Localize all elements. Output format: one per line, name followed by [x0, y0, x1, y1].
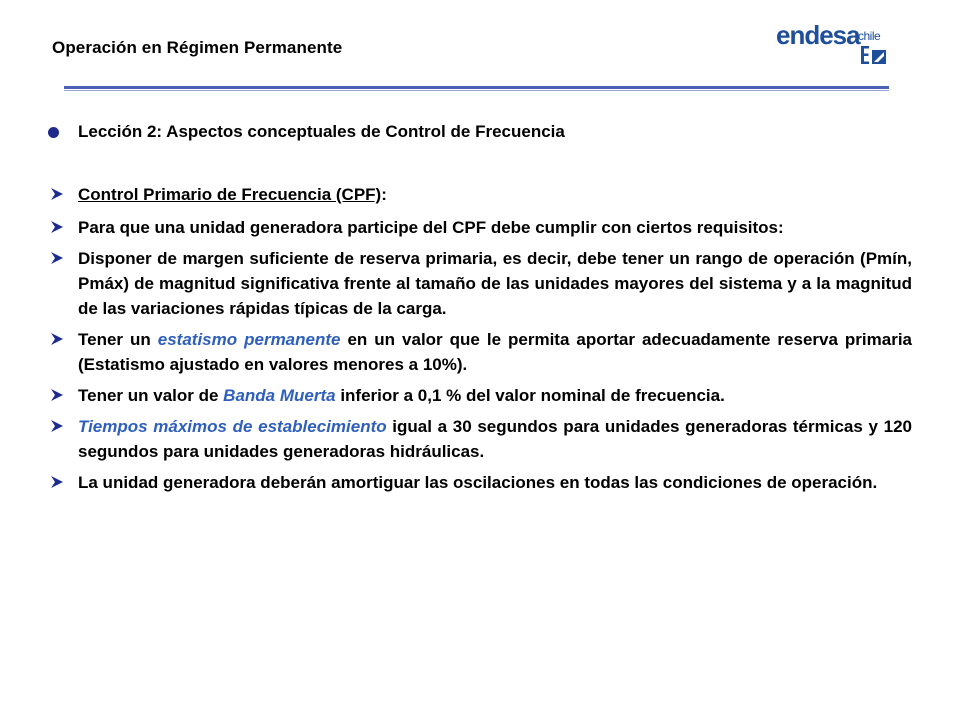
- list-item: [48, 383, 912, 408]
- arrow-bullet-icon: [50, 332, 64, 346]
- item-emphasis: Banda Muerta: [223, 386, 336, 405]
- item-text-pre: Tener un valor de: [78, 386, 224, 405]
- item-text: Disponer de margen suficiente de reserva primaria, es decir, debe tener un rango de operación (Pmín, Pmáx) de magnitud significativa frente al tamaño de las unidades mayores del sistema y a la magnitud de las variaciones rápidas típicas de la carga.: [78, 249, 912, 318]
- arrow-bullet-icon: [50, 220, 64, 234]
- logo-mark-icon: [860, 44, 888, 66]
- list-item: [48, 215, 912, 240]
- list-item: [48, 182, 912, 207]
- item-text: Para que una unidad generadora participe del CPF debe cumplir con ciertos requisitos:: [78, 218, 784, 237]
- list-item: [48, 414, 912, 464]
- arrow-bullet-icon: [50, 419, 64, 433]
- bullet-dot-icon: [48, 127, 59, 138]
- arrow-bullet-icon: [50, 187, 64, 201]
- header-rule-thick: [64, 86, 889, 89]
- item-text: Control Primario de Frecuencia (CPF): [78, 185, 382, 204]
- list-item: [48, 470, 912, 495]
- item-text-tail: :: [381, 185, 387, 204]
- list-item: [48, 327, 912, 377]
- logo-wordmark: endesa: [776, 20, 860, 50]
- endesa-chile-logo: [772, 20, 892, 68]
- arrow-bullet-icon: [50, 475, 64, 489]
- arrow-bullet-icon: [50, 251, 64, 265]
- arrow-bullet-icon: [50, 388, 64, 402]
- lesson-label: Lección 2: Aspectos conceptuales de Control de Frecuencia: [78, 122, 565, 141]
- item-text-post: igual a 30 segundos para unidades generadoras térmicas y 120 segundos para unidades generadoras hidráulicas.: [78, 417, 912, 461]
- item-emphasis: Tiempos máximos de establecimiento: [78, 417, 387, 436]
- logo-subtext: chile: [858, 29, 881, 43]
- item-emphasis: estatismo permanente: [157, 330, 341, 349]
- bullet-list: [48, 182, 912, 501]
- list-item: [48, 246, 912, 321]
- item-text-post: en un valor que le permita aportar adecuadamente reserva primaria (Estatismo ajustado en valores menores a 10%).: [78, 330, 912, 374]
- item-text: La unidad generadora deberán amortiguar las oscilaciones en todas las condiciones de operación.: [78, 473, 878, 492]
- item-text-post: inferior a 0,1 % del valor nominal de frecuencia.: [335, 386, 725, 405]
- item-text-pre: Tener un: [78, 330, 158, 349]
- header-rule-thin: [64, 90, 889, 91]
- page-title: Operación en Régimen Permanente: [52, 38, 343, 57]
